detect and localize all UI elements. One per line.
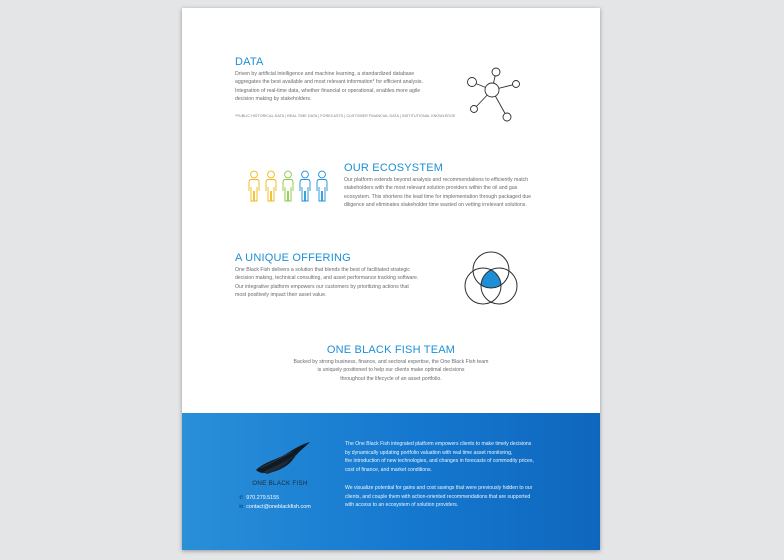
team-line: Backed by strong business, finance, and sectoral expertise, the One Black Fish team (293, 359, 489, 365)
footer-line: We visualize potential for gains and cost savings that were previously hidden to our (345, 485, 533, 491)
footer-phone[interactable] (239, 495, 279, 501)
team-title: ONE BLACK FISH TEAM (326, 344, 456, 356)
person-figure (283, 171, 293, 201)
footer-email[interactable] (239, 504, 311, 510)
data-footnote: *PUBLIC HISTORICAL DATA | REAL TIME DATA | FORECASTS | CUSTOMER FINANCIAL DATA | INSTITUTIONAL KNOWLEDGE (235, 114, 456, 118)
person-figure (266, 171, 276, 201)
offering-line: Our integrative platform empowers our customers by prioritizing actions that (235, 283, 409, 290)
network-icon (460, 62, 522, 128)
data-line: decision making by stakeholders. (235, 96, 312, 103)
venn-diagram-icon (458, 248, 524, 310)
data-line: aggregates the best available and most relevant information* for efficient analysis. (235, 79, 423, 86)
person-figure (249, 171, 259, 201)
email-icon: ✉ (239, 504, 244, 510)
ecosystem-line: diligence and eliminates stakeholder time wasted on vetting irrelevant solutions. (344, 202, 527, 209)
footer-line: cost of finance, and market conditions. (345, 466, 432, 473)
team-line: is uniquely positioned to help our clients make optimal decisions (317, 367, 465, 374)
person-figure (317, 171, 327, 201)
footer-line: The One Black Fish integrated platform empowers clients to make timely decisions (345, 441, 532, 447)
footer-email-address: contact@oneblackfish.com (246, 504, 311, 510)
ecosystem-title: OUR ECOSYSTEM (344, 162, 444, 174)
ecosystem-line: stakeholders with the most relevant solution providers within the oil and gas (344, 185, 518, 192)
footer-paragraph-2 (345, 484, 595, 510)
offering-title: A UNIQUE OFFERING (235, 252, 351, 264)
people-icon (246, 170, 334, 204)
offering-line: One Black Fish delivers a solution that blends the best of facilitated strategic (235, 267, 411, 273)
footer-line: clients, and couple them with action-oriented recommendations that are supported (345, 493, 531, 500)
data-line: Driven by artificial intelligence and machine learning, a standardized database (235, 71, 415, 77)
fish-brushstroke-logo-icon (250, 440, 314, 480)
offering-body (235, 266, 465, 300)
offering-line: most positively impact their asset value. (235, 292, 327, 299)
team-line: throughout the lifecycle of an asset portfolio. (340, 375, 442, 382)
footer-logo-text: ONE BLACK FISH (252, 480, 308, 487)
person-figure (300, 171, 310, 201)
footer-line: the introduction of new technologies, and changes in forecasts of commodity prices, (345, 458, 534, 465)
data-section-body (235, 70, 475, 104)
brochure-page (182, 8, 600, 550)
ecosystem-body (344, 176, 584, 210)
footer-line: by dynamically updating portfolio valuation with real time asset monitoring, (345, 449, 513, 456)
footer-paragraph-1 (345, 440, 595, 474)
data-line: Integration of real-time data, whether financial or operational, enables more agile (235, 87, 421, 94)
ecosystem-line: ecosystem. This shortens the lead time for implementation through packaged due (344, 193, 532, 200)
team-body (182, 358, 600, 383)
phone-icon: ✆ (239, 495, 244, 501)
offering-line: decision making, technical consulting, and asset performance tracking software. (235, 275, 419, 282)
footer-phone-number: 970.279.5155 (246, 495, 280, 501)
ecosystem-line: Our platform extends beyond analysis and recommendations to efficiently match (344, 177, 529, 183)
footer-line: with access to an ecosystem of solution providers. (345, 502, 459, 509)
data-section-title: DATA (235, 56, 264, 68)
